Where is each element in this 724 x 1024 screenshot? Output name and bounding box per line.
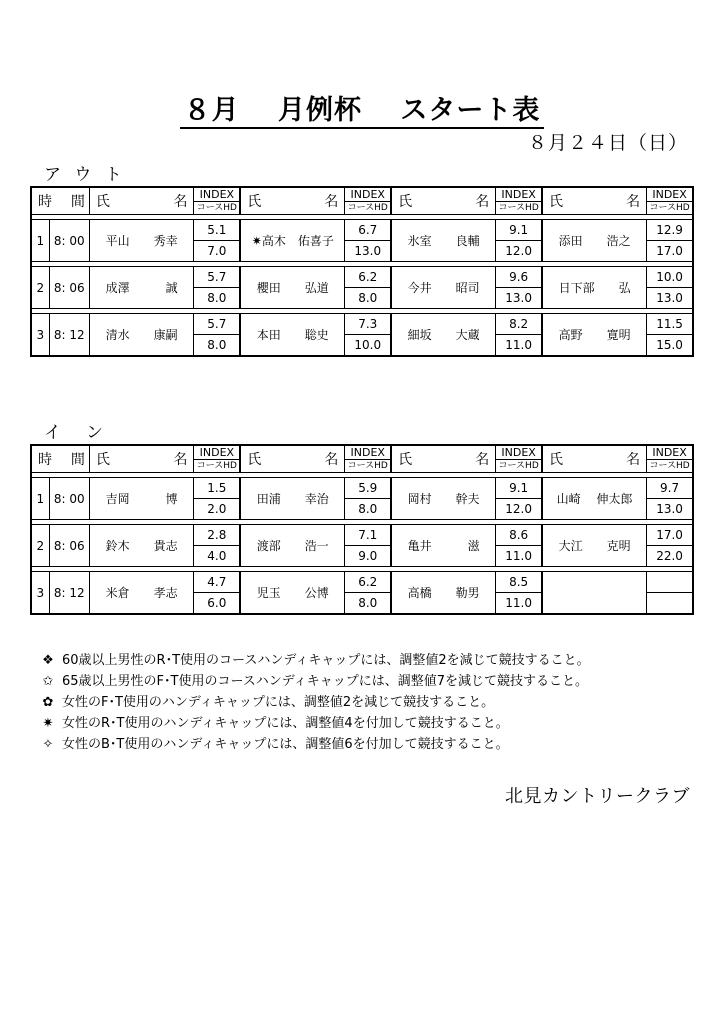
player-index: 6.2 <box>345 267 391 288</box>
note-symbol-icon: ✩ <box>42 674 54 689</box>
player-name: 岡村 幹夫 <box>391 478 496 520</box>
name-header-a: 氏 <box>398 194 413 210</box>
player-name: 亀井 滋 <box>391 525 496 567</box>
tee-time: 8: 00 <box>49 478 89 520</box>
tee-time: 8: 12 <box>49 572 89 615</box>
name-header-a: 氏 <box>398 452 413 468</box>
player-name: 清水 康嗣 <box>89 314 194 357</box>
time-header-b: 間 <box>70 194 85 210</box>
course-hd-header: コースHD <box>194 460 240 473</box>
name-header-b: 名 <box>324 452 339 468</box>
index-header: INDEX <box>194 187 240 202</box>
table-row <box>31 572 693 593</box>
player-index: 8.6 <box>496 525 542 546</box>
player-course-hd: 6.0 <box>194 593 240 615</box>
player-course-hd: 13.0 <box>345 241 391 262</box>
course-hd-header: コースHD <box>647 202 693 215</box>
player-name: ✷高木 佑喜子 <box>240 220 345 262</box>
group-number: 3 <box>31 572 49 615</box>
player-name: 本田 聡史 <box>240 314 345 357</box>
course-hd-header: コースHD <box>647 460 693 473</box>
player-index: 4.7 <box>194 572 240 593</box>
title-text: ８月 月例杯 スタート表 <box>180 95 545 129</box>
player-course-hd: 9.0 <box>345 546 391 567</box>
time-header-b: 間 <box>70 452 85 468</box>
note-text: 女性のF･T使用のハンディキャップには、調整値2を減じて競技すること。 <box>62 695 495 710</box>
player-name: 米倉 孝志 <box>89 572 194 615</box>
index-header: INDEX <box>647 187 693 202</box>
name-header <box>89 187 194 215</box>
table-row <box>31 267 693 288</box>
note-symbol-icon: ✿ <box>42 695 54 710</box>
player-name: 細坂 大蔵 <box>391 314 496 357</box>
player-name: 今井 昭司 <box>391 267 496 309</box>
player-index: 5.7 <box>194 314 240 335</box>
player-name: 平山 秀幸 <box>89 220 194 262</box>
player-name: 日下部 弘 <box>542 267 647 309</box>
index-header: INDEX <box>496 187 542 202</box>
name-header-b: 名 <box>475 194 490 210</box>
player-index: 8.2 <box>496 314 542 335</box>
player-name <box>542 572 647 615</box>
player-index: 5.7 <box>194 267 240 288</box>
player-course-hd: 8.0 <box>345 593 391 615</box>
table-row <box>31 314 693 335</box>
name-header <box>391 187 496 215</box>
name-header-b: 名 <box>626 194 641 210</box>
group-number: 2 <box>31 267 49 309</box>
player-index: 2.8 <box>194 525 240 546</box>
player-name: 田浦 幸治 <box>240 478 345 520</box>
out-start-table <box>30 186 694 357</box>
tee-time: 8: 06 <box>49 525 89 567</box>
player-course-hd: 8.0 <box>194 288 240 309</box>
course-hd-header: コースHD <box>345 202 391 215</box>
name-header <box>391 445 496 473</box>
note-item <box>34 692 590 713</box>
player-index: 11.5 <box>647 314 693 335</box>
course-hd-header: コースHD <box>496 202 542 215</box>
in-section-label: イ ン <box>44 423 107 443</box>
name-header-a: 氏 <box>95 194 110 210</box>
player-index: 5.9 <box>345 478 391 499</box>
course-hd-header: コースHD <box>496 460 542 473</box>
in-start-table <box>30 444 694 615</box>
player-index: 9.1 <box>496 478 542 499</box>
player-name: 氷室 良輔 <box>391 220 496 262</box>
player-index: 9.7 <box>647 478 693 499</box>
name-header-a: 氏 <box>549 194 564 210</box>
player-course-hd: 11.0 <box>496 546 542 567</box>
time-header <box>31 187 89 215</box>
note-item <box>34 650 590 671</box>
player-course-hd: 11.0 <box>496 593 542 615</box>
group-number: 3 <box>31 314 49 357</box>
player-course-hd: 10.0 <box>345 335 391 357</box>
player-course-hd: 2.0 <box>194 499 240 520</box>
player-course-hd: 12.0 <box>496 241 542 262</box>
name-header <box>240 445 345 473</box>
player-index: 10.0 <box>647 267 693 288</box>
note-text: 60歳以上男性のR･T使用のコースハンディキャップには、調整値2を減じて競技すること。 <box>62 653 590 668</box>
rules-notes <box>34 650 590 755</box>
index-header: INDEX <box>345 187 391 202</box>
page-title <box>0 88 724 127</box>
note-text: 女性のR･T使用のハンディキャップには、調整値4を付加して競技すること。 <box>62 716 509 731</box>
player-index: 12.9 <box>647 220 693 241</box>
name-header-b: 名 <box>173 452 188 468</box>
player-course-hd: 22.0 <box>647 546 693 567</box>
note-item <box>34 734 590 755</box>
player-course-hd: 8.0 <box>345 499 391 520</box>
club-name: 北見カントリークラブ <box>505 786 690 807</box>
table-row <box>31 478 693 499</box>
name-header-a: 氏 <box>247 194 262 210</box>
player-index: 9.1 <box>496 220 542 241</box>
player-index: 7.3 <box>345 314 391 335</box>
name-header <box>240 187 345 215</box>
player-course-hd: 11.0 <box>496 335 542 357</box>
player-course-hd: 4.0 <box>194 546 240 567</box>
player-course-hd: 13.0 <box>496 288 542 309</box>
player-name: 高橋 勒男 <box>391 572 496 615</box>
player-index: 6.2 <box>345 572 391 593</box>
player-course-hd: 13.0 <box>647 288 693 309</box>
player-index: 6.7 <box>345 220 391 241</box>
player-course-hd: 17.0 <box>647 241 693 262</box>
note-symbol-icon: ❖ <box>42 653 54 668</box>
note-symbol-icon: ✷ <box>42 716 54 731</box>
player-index <box>647 572 693 593</box>
course-hd-header: コースHD <box>345 460 391 473</box>
name-header-b: 名 <box>324 194 339 210</box>
index-header: INDEX <box>345 445 391 460</box>
table-row <box>31 220 693 241</box>
player-course-hd: 13.0 <box>647 499 693 520</box>
tee-time: 8: 12 <box>49 314 89 357</box>
time-header-a: 時 <box>38 452 52 468</box>
player-index: 1.5 <box>194 478 240 499</box>
player-name: 山崎 伸太郎 <box>542 478 647 520</box>
player-name: 吉岡 博 <box>89 478 194 520</box>
name-header <box>89 445 194 473</box>
player-name: 高野 寛明 <box>542 314 647 357</box>
player-name: 大江 克明 <box>542 525 647 567</box>
name-header-b: 名 <box>475 452 490 468</box>
table-row <box>31 525 693 546</box>
player-name: 成澤 誠 <box>89 267 194 309</box>
course-hd-header: コースHD <box>194 202 240 215</box>
event-date: ８月２４日（日） <box>527 132 688 154</box>
player-name: 添田 浩之 <box>542 220 647 262</box>
out-section-label: ア ウ ト <box>44 165 126 185</box>
player-index: 9.6 <box>496 267 542 288</box>
index-header: INDEX <box>496 445 542 460</box>
time-header-a: 時 <box>38 194 52 210</box>
name-header-a: 氏 <box>549 452 564 468</box>
note-item <box>34 671 590 692</box>
name-header-b: 名 <box>626 452 641 468</box>
note-text: 女性のB･T使用のハンディキャップには、調整値6を付加して競技すること。 <box>62 737 509 752</box>
name-header <box>542 445 647 473</box>
player-course-hd: 12.0 <box>496 499 542 520</box>
player-name: 鈴木 貴志 <box>89 525 194 567</box>
player-index: 5.1 <box>194 220 240 241</box>
name-header-a: 氏 <box>247 452 262 468</box>
note-text: 65歳以上男性のF･T使用のコースハンディキャップには、調整値7を減じて競技すること。 <box>62 674 589 689</box>
index-header: INDEX <box>194 445 240 460</box>
note-symbol-icon: ✧ <box>42 737 54 752</box>
name-header <box>542 187 647 215</box>
player-name: 櫻田 弘道 <box>240 267 345 309</box>
player-name: 渡部 浩一 <box>240 525 345 567</box>
name-header-a: 氏 <box>95 452 110 468</box>
player-index: 17.0 <box>647 525 693 546</box>
tee-time: 8: 00 <box>49 220 89 262</box>
note-item <box>34 713 590 734</box>
player-index: 7.1 <box>345 525 391 546</box>
time-header <box>31 445 89 473</box>
player-course-hd: 15.0 <box>647 335 693 357</box>
group-number: 2 <box>31 525 49 567</box>
player-index: 8.5 <box>496 572 542 593</box>
group-number: 1 <box>31 220 49 262</box>
player-name: 児玉 公博 <box>240 572 345 615</box>
name-header-b: 名 <box>173 194 188 210</box>
player-course-hd: 8.0 <box>194 335 240 357</box>
index-header: INDEX <box>647 445 693 460</box>
group-number: 1 <box>31 478 49 520</box>
player-course-hd: 7.0 <box>194 241 240 262</box>
tee-time: 8: 06 <box>49 267 89 309</box>
player-course-hd <box>647 593 693 615</box>
player-course-hd: 8.0 <box>345 288 391 309</box>
